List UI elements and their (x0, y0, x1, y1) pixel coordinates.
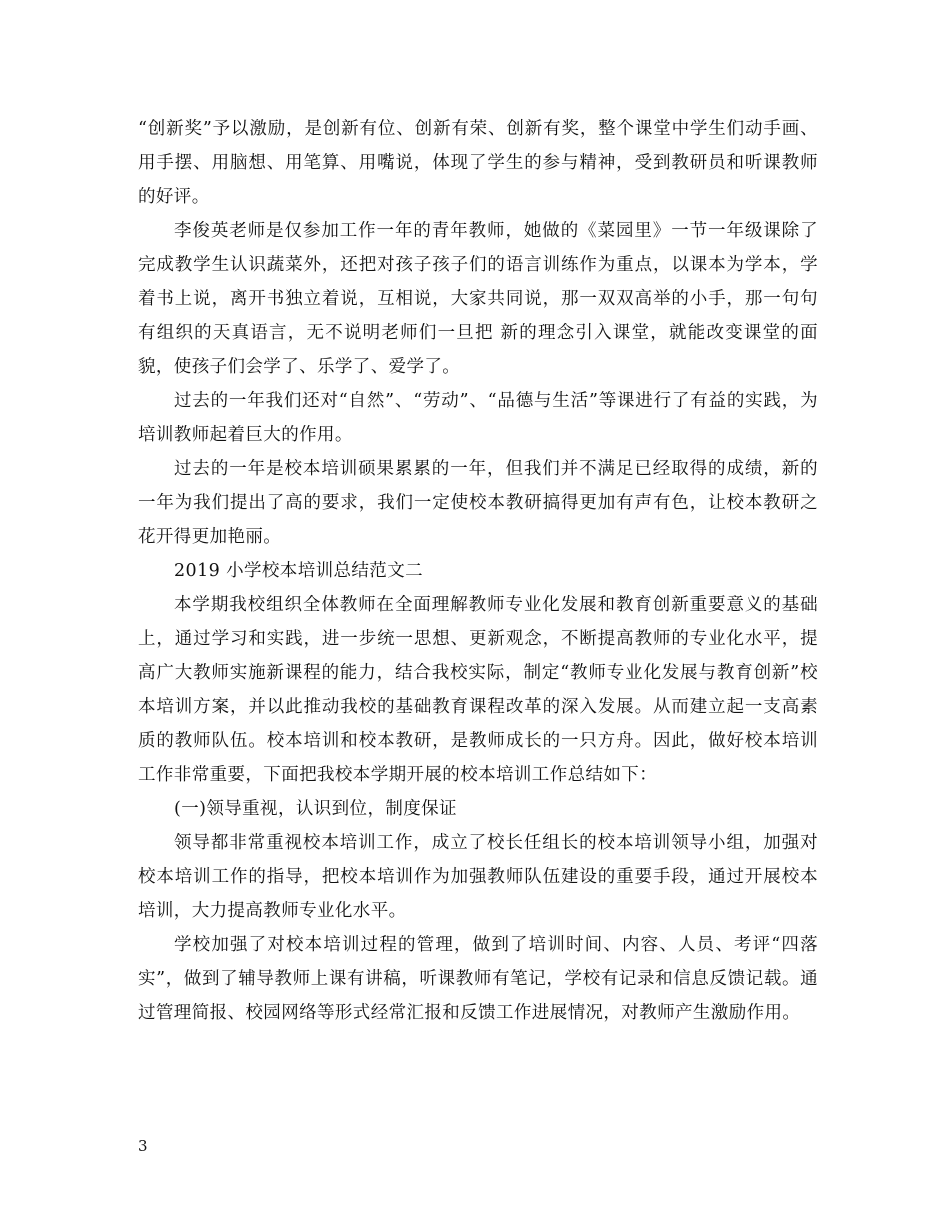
paragraph-management: 学校加强了对校本培训过程的管理，做到了培训时间、内容、人员、考评“四落实”，做到了辅导教师上课有讲稿，听课教师有笔记，学校有记录和信息反馈记载。通过管理简报、校园网络等形式经常汇报和反馈工作进展情况，对教师产生激励作用。 (138, 935, 818, 1023)
paragraph-leadership: 领导都非常重视校本培训工作，成立了校长任组长的校本培训领导小组，加强对校本培训工作的指导，把校本培训作为加强教师队伍建设的重要手段，通过开展校本培训，大力提高教师专业化水平。 (138, 833, 818, 921)
paragraph-continuation: “创新奖”予以激励，是创新有位、创新有荣、创新有奖，整个课堂中学生们动手画、用手摆、用脑想、用笔算、用嘴说，体现了学生的参与精神，受到教研员和听课教师的好评。 (138, 119, 818, 207)
paragraph-year-summary: 过去的一年是校本培训硕果累累的一年，但我们并不满足已经取得的成绩，新的一年为我们提出了高的要求，我们一定使校本教研搞得更加有声有色，让校本教研之花开得更加艳丽。 (138, 459, 818, 547)
paragraph-li-junying: 李俊英老师是仅参加工作一年的青年教师，她做的《菜园里》一节一年级课除了完成教学生认识蔬菜外，还把对孩子孩子们的语言训练作为重点，以课本为学本，学着书上说，离开书独立着说，互相说，大家共同说，那一双双高举的小手，那一句句有组织的天真语言，无不说明老师们一旦把 新的理念引入课堂，就能改变课堂的面貌，使孩子们会学了、乐学了、爱学了。 (138, 221, 818, 377)
section-title-2019: 2019 小学校本培训总结范文二 (174, 561, 423, 581)
document-body (138, 112, 818, 1030)
page-number: 3 (138, 1137, 148, 1155)
subheading-leadership: (一)领导重视，认识到位，制度保证 (174, 799, 457, 819)
paragraph-semester-intro: 本学期我校组织全体教师在全面理解教师专业化发展和教育创新重要意义的基础上，通过学习和实践，进一步统一思想、更新观念，不断提高教师的专业化水平，提高广大教师实施新课程的能力，结合我校实际，制定“教师专业化发展与教育创新”校本培训方案，并以此推动我校的基础教育课程改革的深入发展。从而建立起一支高素质的教师队伍。校本培训和校本教研，是教师成长的一只方舟。因此，做好校本培训工作非常重要，下面把我校本学期开展的校本培训工作总结如下： (138, 595, 818, 785)
paragraph-other-courses: 过去的一年我们还对“自然”、“劳动”、“品德与生活”等课进行了有益的实践，为培训教师起着巨大的作用。 (138, 391, 818, 445)
